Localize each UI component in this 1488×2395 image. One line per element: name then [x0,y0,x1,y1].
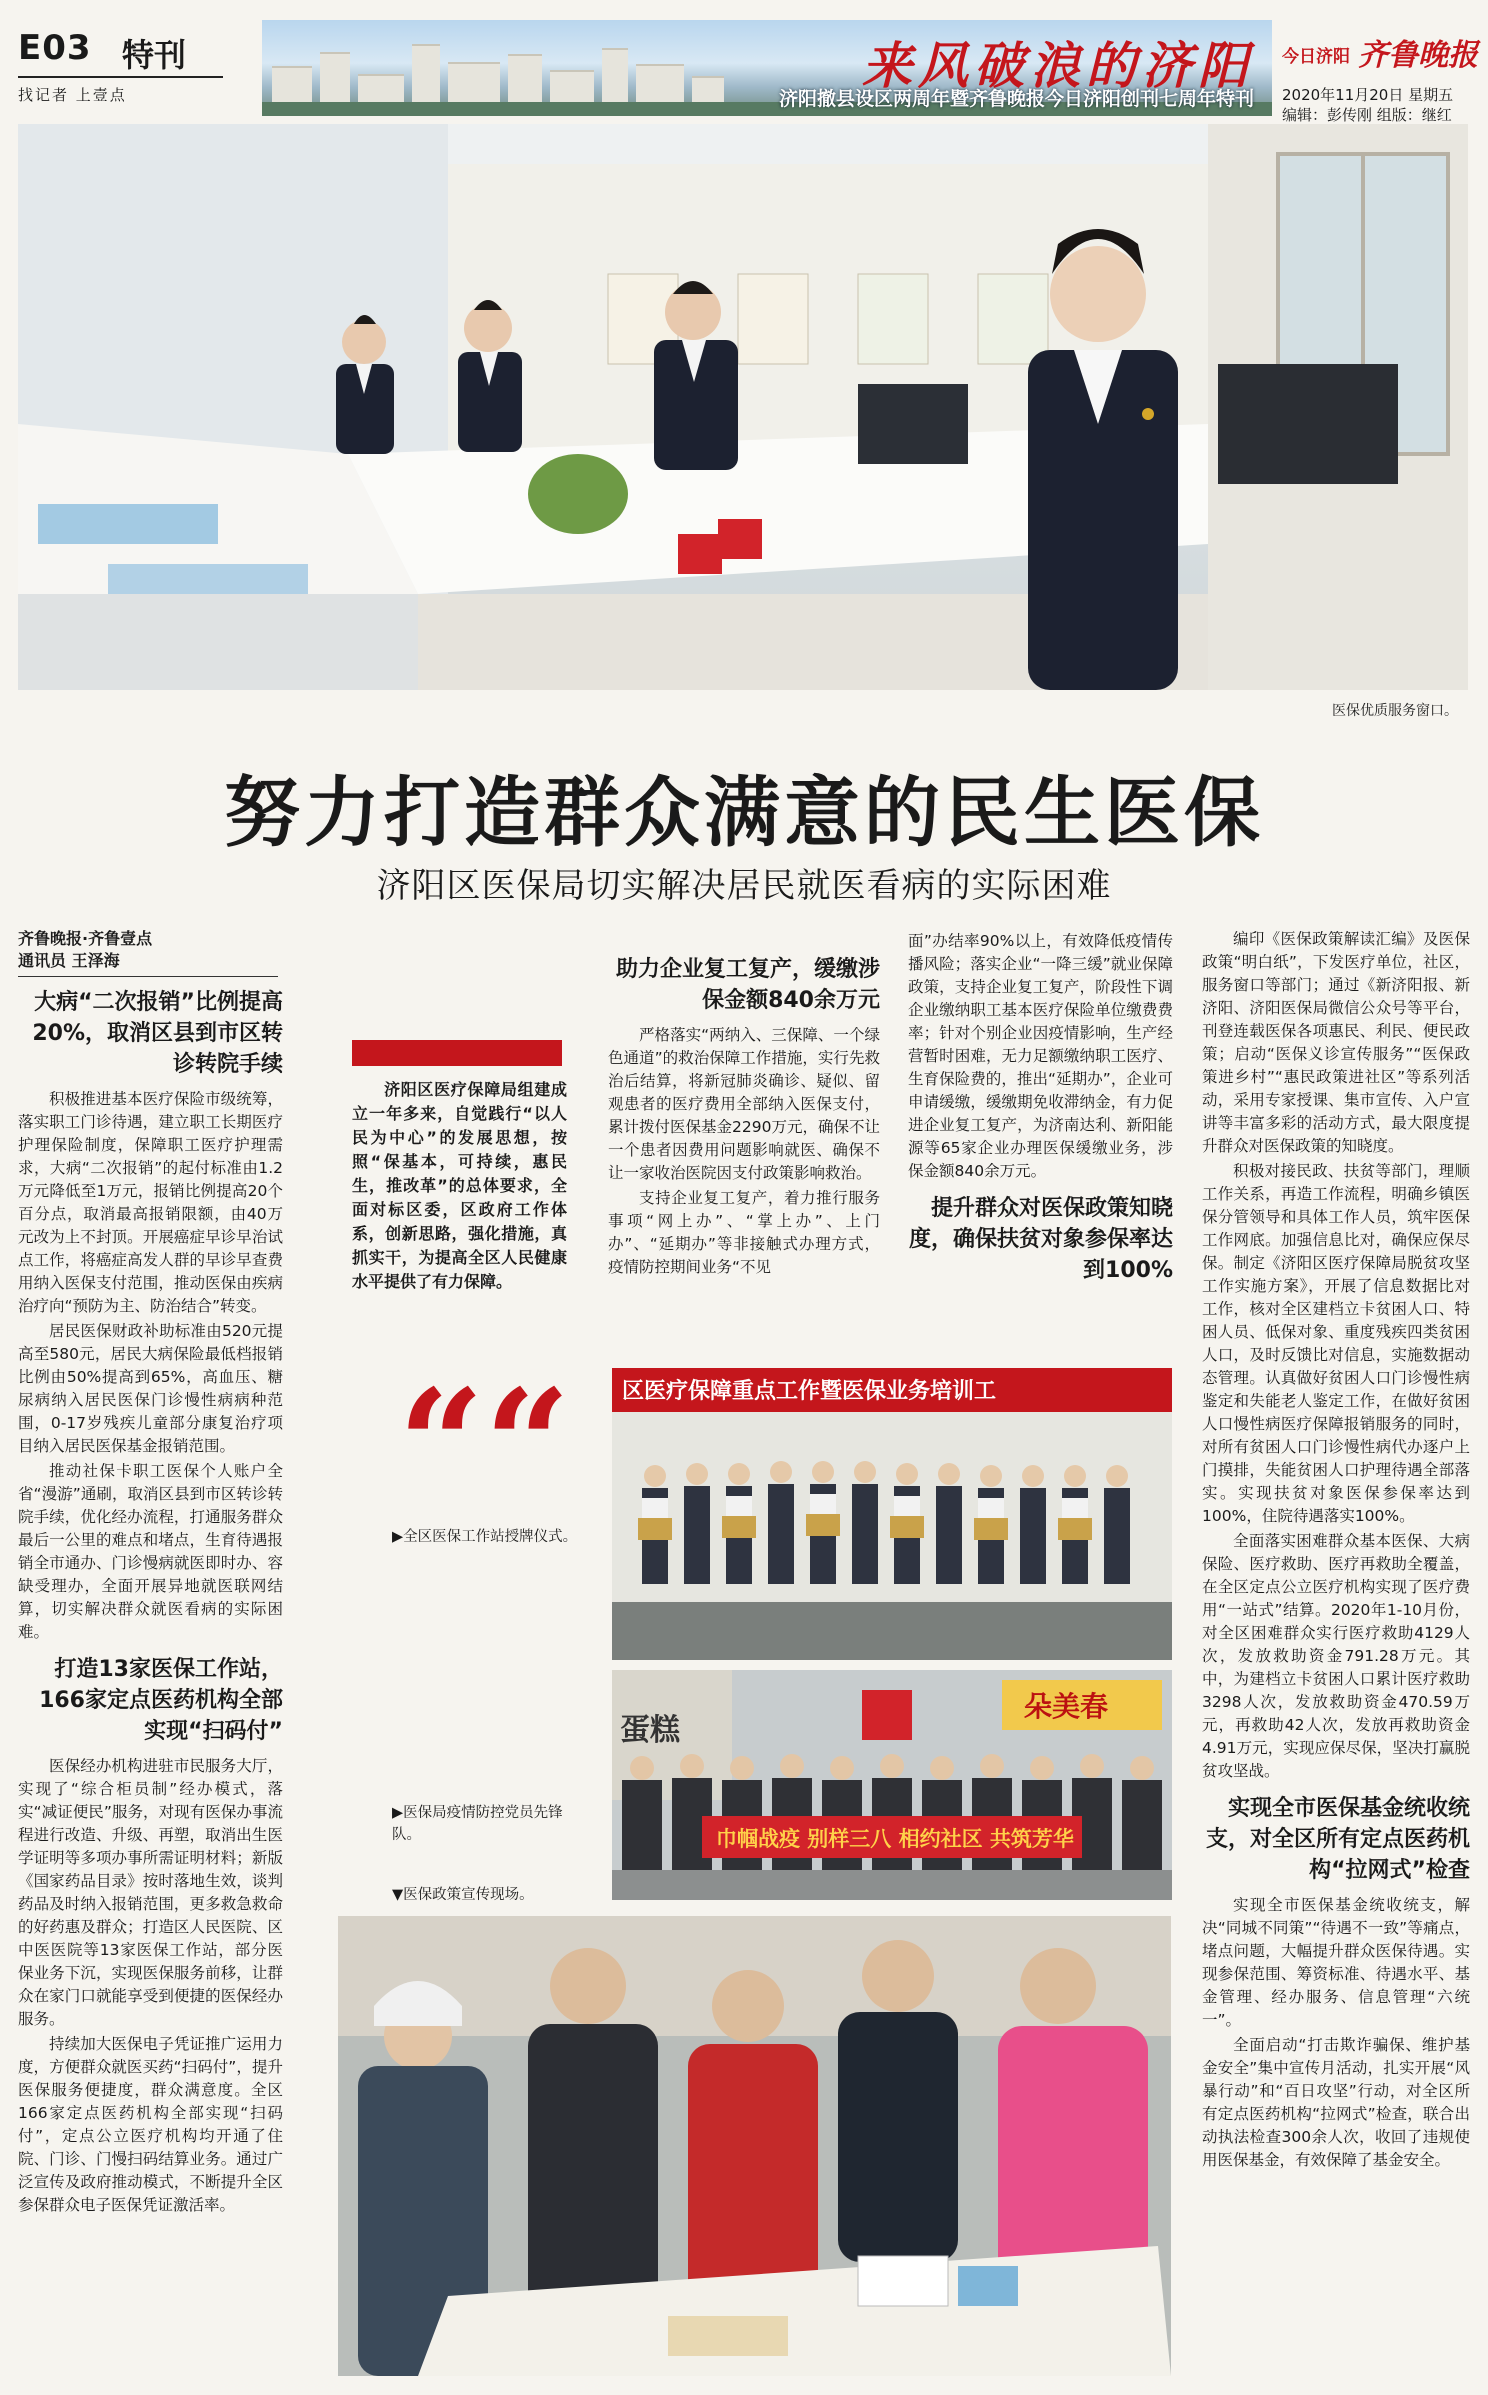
paragraph: 支持企业复工复产，着力推行服务事项“网上办”、“掌上办”、上门办”、“延期办”等非接触式办理方式，疫情防控期间业务“不见 [608,1189,880,1276]
article-headline: 努力打造群众满意的民生医保 [224,768,1264,857]
paragraph: 推动社保卡职工医保个人账户全省“漫游”通刷，取消区县到市区转诊转院手续，优化经办流程，打通服务群众最后一公里的难点和堵点，生育待遇报销全市通办、门诊慢病就医即时办、容缺受理办，全面开展异地就医联网结算，切实解决群众就医看病的实际困难。 [18,1462,283,1641]
column-3 [608,944,880,1281]
paragraph: 持续加大医保电子凭证推广运用力度，方便群众就医买药“扫码付”，提升医保服务便捷度，群众满意度。全区166家定点医药机构全部实现“扫码付”，定点公立医疗机构均开通了住院、门诊、门慢扫码结算业务。通过广泛宣传及政府推动模式，不断提升全区参保群众电子医保凭证激活率。 [18,2035,283,2214]
byline-rule [18,976,278,977]
paragraph: 严格落实“两纳入、三保障、一个绿色通道”的救治保障工作措施，实行先救治后结算，将新冠肺炎确诊、疑似、留观患者的医疗费用全部纳入医保支付，累计拨付医保基金2290万元，确保不让一个患者因费用问题影响就医、确保不让一家收治医院因支付政策影响救治。 [608,1026,880,1182]
banner-subtitle: 济阳撤县设区两周年暨齐鲁晚报今日济阳创刊七周年特刊 [778,88,1254,110]
section-name: 特刊 [122,36,187,74]
column-1 [18,928,283,2219]
subhead-col1-2: 打造13家医保工作站，166家定点医药机构全部实现“扫码付” [39,1657,283,1744]
paragraph: 积极推进基本医疗保险市级统筹，落实职工门诊待遇，建立职工长期医疗护理保险制度，保障职工医疗护理需求，大病“二次报销”的起付标准由1.2万元降低至1万元，报销比例提高20个百分点，取消最高报销限额，由40万元改为上不封顶。开展癌症早诊早治试点工作，将癌症高发人群的早诊早查费用纳入医保支付范围，推动医保由疾病治疗向“预防为主、防治结合”转变。 [18,1090,283,1315]
header-motto: 找记者 上壹点 [18,86,127,104]
lead-red-bar [352,1040,562,1066]
service-window-photo [18,124,1468,690]
paragraph: 实现全市医保基金统收统支，解决“同城不同策”“待遇不一致”等痛点，堵点问题，大幅提升群众医保待遇。实现参保范围、筹资标准、待遇水平、基金管理、经办服务、信息管理“六统一”。 [1202,1896,1470,2029]
byline-correspondent: 通讯员 王泽海 [18,951,120,970]
paragraph: 居民医保财政补助标准由520元提高至580元，居民大病保险最低档报销比例由50%提高到65%，高血压、糖尿病纳入居民医保门诊慢性病病种范围，0-17岁残疾儿童部分康复治疗项目纳入居民医保基金报销范围。 [18,1322,283,1455]
paragraph: 编印《医保政策解读汇编》及医保政策“明白纸”，下发医疗单位，社区，服务窗口等部门；通过《新济阳报、新济阳、济阳医保局微信公众号等平台，刊登连载医保各项惠民、利民、便民政策；启动“医保义诊宣传服务”“医保政策进乡村”“惠民政策进社区”等系列活动，采用专家授课、集市宣传、入户宣讲等丰富多彩的活动方式，最大限度提升群众对医保政策的知晓度。 [1202,930,1470,1155]
quote-marks-icon: ““ [398,1357,571,1533]
paragraph: 全面启动“打击欺诈骗保、维护基金安全”集中宣传月活动，扎实开展“风暴行动”和“百日攻坚”行动，对全区所有定点医药机构“拉网式”检查，联合出动执法检查300余人次，收回了违规使用医保基金，有效保障了基金安全。 [1202,2036,1470,2169]
article-subheadline: 济阳区医保局切实解决居民就医看病的实际困难 [376,866,1112,906]
subhead-col5-3: 实现全市医保基金统收统支，对全区所有定点医药机构“拉网式”检查 [1205,1796,1470,1883]
volunteer-banner-text: 巾帼战疫 别样三八 相约社区 共筑芳华 [716,1827,1074,1851]
paragraph-continued: 面”办结率90%以上，有效降低疫情传播风险；落实企业“一降三缓”就业保障政策，支持企业复工复产，阶段性下调企业缴纳职工基本医疗保险单位缴费费率；针对个别企业因疫情影响，生产经营暂时困难，无力足额缴纳职工医疗、生育保险费的，推出“延期办”，企业可申请缓缴，缓缴期免收滞纳金，有力促进企业复工复产，为济南达利、新阳能源等65家企业办理医保缓缴业务，涉保金额840余万元。 [908,932,1173,1180]
subhead-col1-1: 大病“二次报销”比例提高20%，取消区县到市区转诊转院手续 [32,990,283,1077]
top-photo-caption: 医保优质服务窗口。 [1332,703,1458,719]
issue-date: 2020年11月20日 星期五 [1282,86,1454,104]
column-2 [352,1040,567,1296]
subhead-col3-1: 助力企业复工复产，缓缴涉保金额840余万元 [615,957,880,1013]
paragraph: 医保经办机构进驻市民服务大厅，实现了“综合柜员制”经办模式，落实“减证便民”服务，对现有医保办事流程进行改造、升级、再塑，取消出生医学证明等多项办事所需证明材料；新版《国家药品目录》按时落地生效，谈判药品及时纳入报销范围，更多救急救命的好药惠及群众；打造区人民医院、区中医医院等13家医保工作站，部分医保业务下沉，实现医保服务前移，让群众在家门口就能享受到便捷的医保经办服务。 [18,1757,283,2028]
paragraph: 全面落实困难群众基本医保、大病保险、医疗救助、医疗再救助全覆盖，在全区定点公立医疗机构实现了医疗费用“一站式”结算。2020年1-10月份，对全区困难群众实行医疗救助4129人次，发放救助资金791.28万元。其中，为建档立卡贫困人口累计医疗救助3298人次，发放救助资金470.59万元，再救助42人次，发放再救助资金4.91万元，实现应保尽保，坚决打赢脱贫攻坚战。 [1202,1532,1470,1780]
ceremony-banner-text: 区医疗保障重点工作暨医保业务培训工 [622,1379,997,1404]
paragraph: 积极对接民政、扶贫等部门，理顺工作关系，再造工作流程，明确乡镇医保分管领导和具体工作人员，筑牢医保工作网底。加强信息比对，确保应保尽保。制定《济阳区医疗保障局脱贫攻坚工作实施方案》，开展了信息数据比对工作，核对全区建档立卡贫困人口、特困人员、低保对象、重度残疾四类贫困人口，及时反馈比对信息，实施数据动态管理。认真做好贫困人口门诊慢性病鉴定和失能老人鉴定工作，在做好贫困人口慢性病医疗保障报销服务的同时，对所有贫困人口门诊慢性病代办逐户上门摸排，失能贫困人口护理待遇全部落实。实现扶贫对象医保参保率达到100%，住院待遇落实100%。 [1202,1162,1470,1525]
column-5 [1202,928,1470,2174]
banner-cityscape [262,20,1272,116]
header-rule [18,76,223,78]
page-number: E03 [18,28,92,68]
ceremony-photo [612,1368,1172,1660]
brand-logo: 齐鲁晚报 [1358,38,1478,73]
shop-sign-cake: 蛋糕 [620,1713,680,1748]
byline-outlet: 齐鲁晚报·齐鲁壹点 [18,929,153,948]
banner-title: 来风破浪的济阳 [862,36,1254,95]
lead-paragraph: 济阳区医疗保障局组建成立一年多来，自觉践行“以人民为中心”的发展思想，按照“保基本，可持续，惠民生，推改革”的总体要求，全面对标区委，区政府工作体系，创新思路，强化措施，真抓实干，为提高全区人民健康水平提供了有力保障。 [352,1080,567,1291]
policy-promotion-photo [338,1916,1171,2376]
caption-party-volunteers: ▶医保局疫情防控党员先锋队。 [392,1805,563,1843]
column-4 [908,930,1173,1294]
caption-ceremony: ▶全区医保工作站授牌仪式。 [392,1529,578,1545]
volunteers-photo [612,1670,1172,1900]
caption-policy-promotion: ▼医保政策宣传现场。 [392,1887,534,1903]
editor-credits: 编辑：彭传刚 组版：继红 [1282,106,1452,124]
brand-small: 今日济阳 [1282,47,1350,67]
subhead-col4-2: 提升群众对医保政策知晓度，确保扶贫对象参保率达到100% [908,1196,1173,1283]
shop-sign-shop: 朵美春 [1024,1690,1109,1723]
